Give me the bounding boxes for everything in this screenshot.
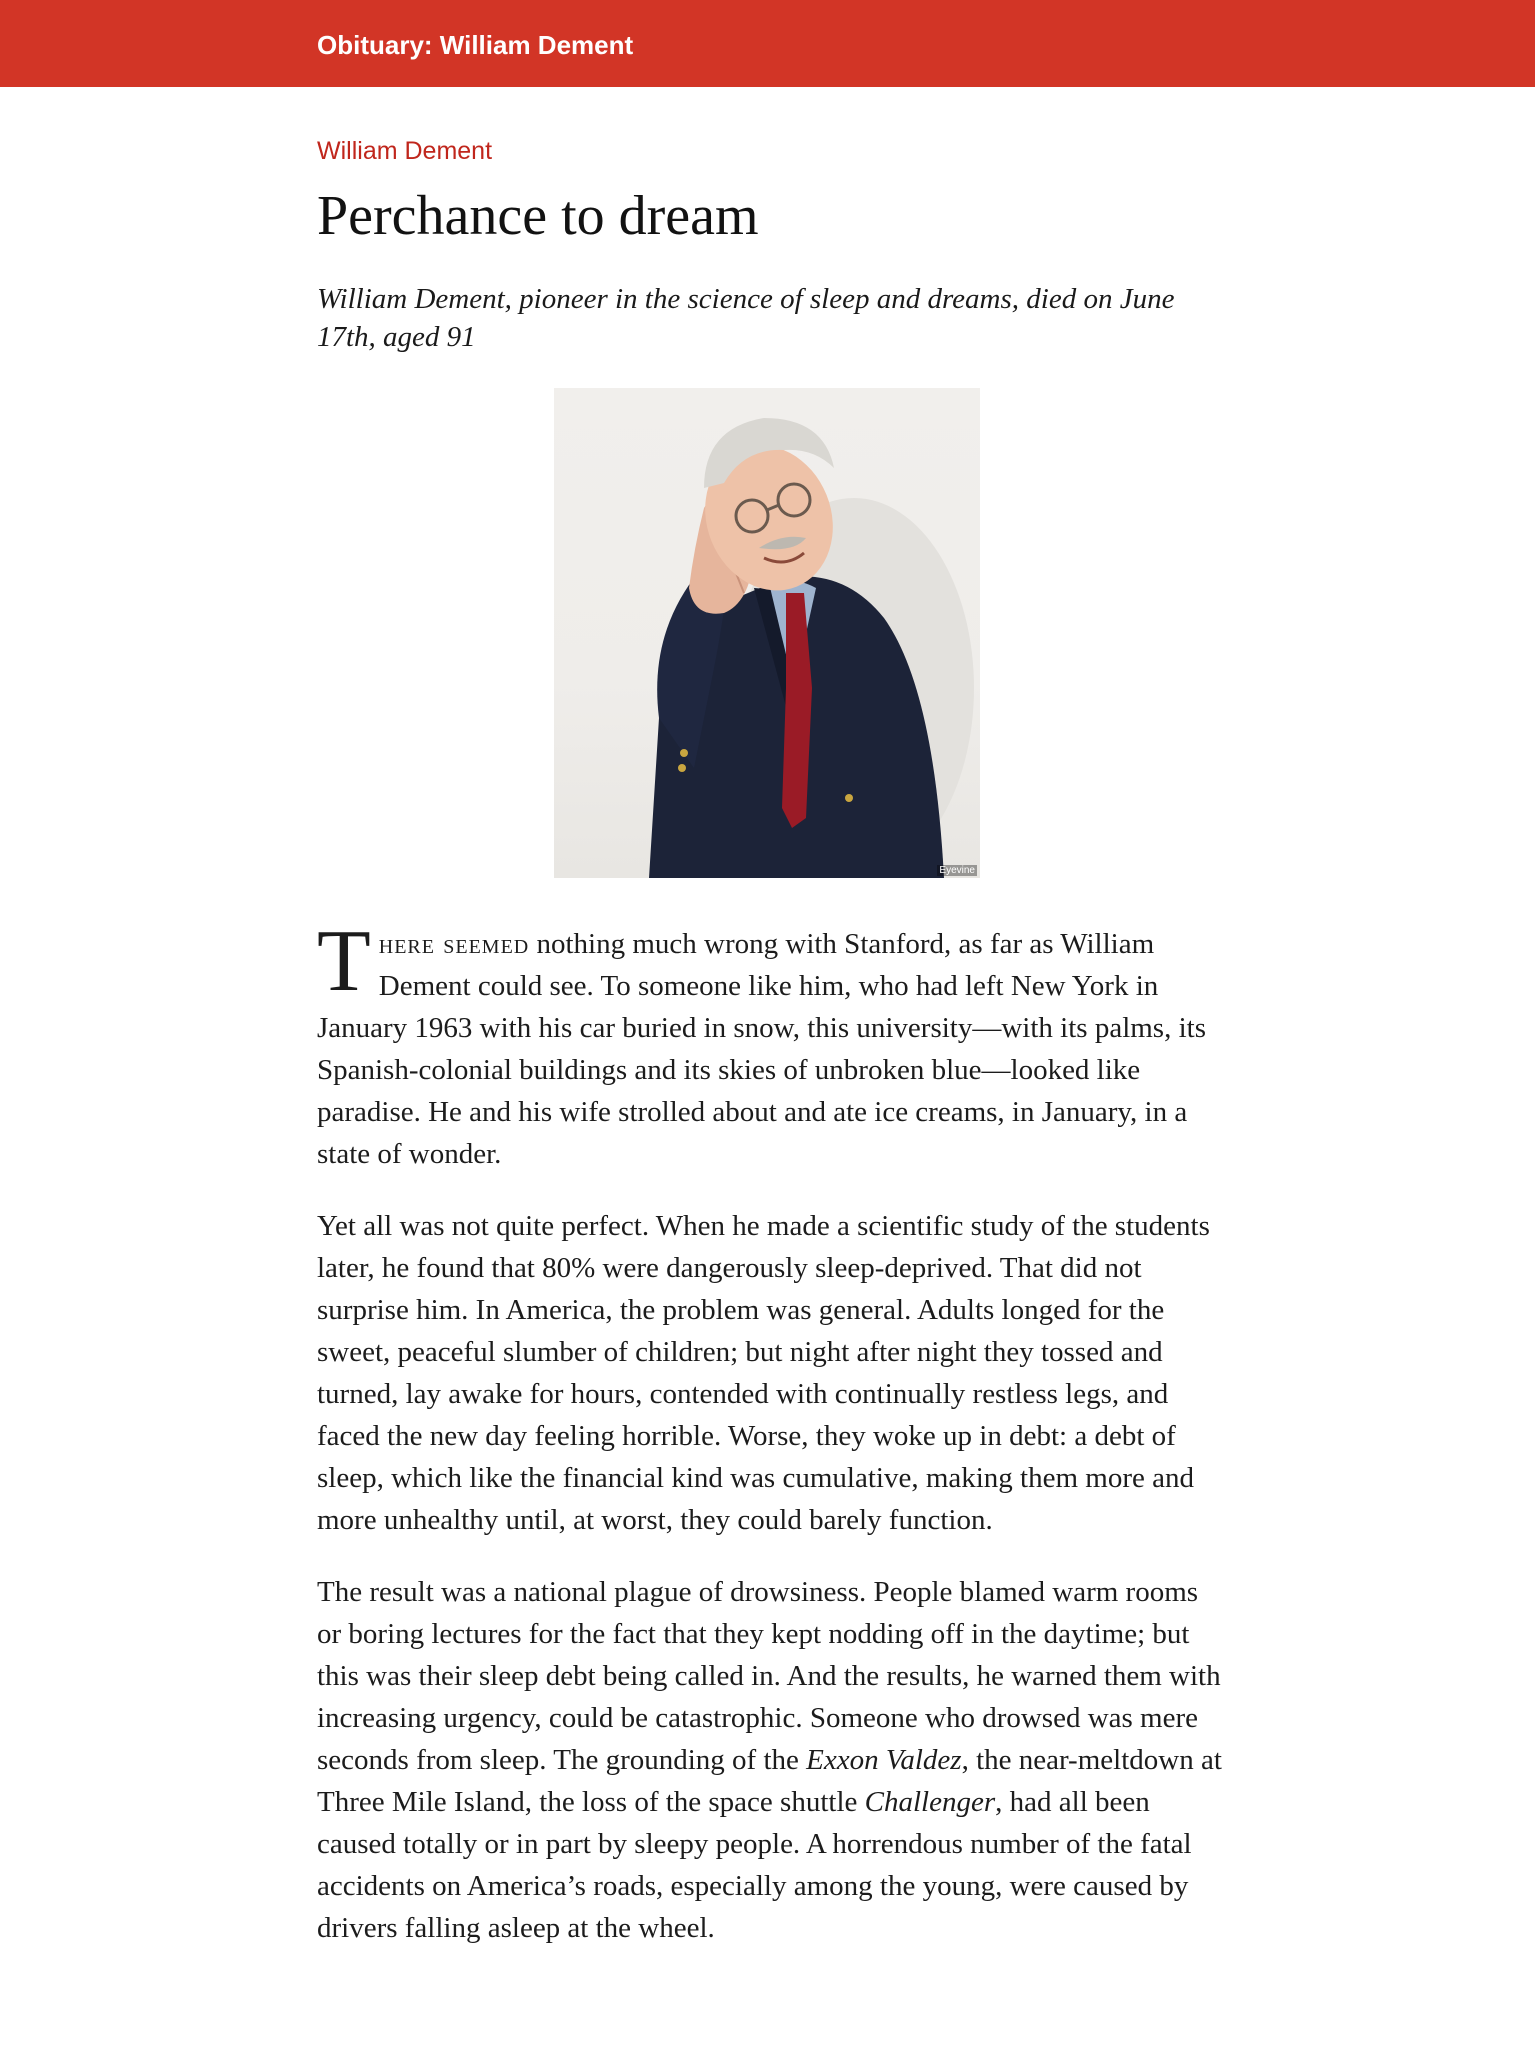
paragraph-text: , had all been caused totally or in part by sleepy people. A horrendous number of the fatal accidents on America’s roads, especially among the young, were caused by drivers falling asleep at the wheel. (317, 1786, 1192, 1944)
drop-cap: T (317, 913, 371, 1010)
image-credit: Eyevine (939, 865, 975, 876)
section-title[interactable]: Obituary: William Dement (317, 30, 634, 60)
article-image (554, 388, 980, 878)
paragraph-text: Yet all was not quite perfect. When he made a scientific study of the students later, he found that 80% were dangerously sleep-deprived. That did not surprise him. In America, the problem was general. Adults longed for the sweet, peaceful slumber of children; but night after night they tossed and turned, lay awake for hours, contended with continually restless legs, and faced the new day feeling horrible. Worse, they woke up in debt: a debt of sleep, which like the financial kind was cumulative, making them more and more unhealthy until, at worst, they could barely function. (317, 1210, 1210, 1536)
article-body (317, 913, 1222, 1949)
paragraph (317, 1571, 1222, 1949)
top-bar (0, 0, 1535, 87)
paragraph (317, 1205, 1222, 1541)
portrait-illustration (554, 388, 980, 878)
article-kicker[interactable]: William Dement (317, 137, 493, 165)
article-standfirst: William Dement, pioneer in the science of sleep and dreams, died on June 17th, aged 91 (317, 283, 1175, 353)
paragraph-text: nothing much wrong with Stanford, as far as William Dement could see. To someone like him, who had left New York in January 1963 with his car buried in snow, this university—with its palms, its Spanish-colonial buildings and its skies of unbroken blue—looked like paradise. He and his wife strolled about and ate ice creams, in January, in a state of wonder. (317, 928, 1206, 1170)
paragraph-text: The result was a national plague of drowsiness. People blamed warm rooms or boring lectures for the fact that they kept nodding off in the daytime; but this was their sleep debt being called in. And the results, he warned them with increasing urgency, could be catastrophic. Someone who drowsed was mere seconds from sleep. The grounding of the (317, 1576, 1221, 1776)
italic-shuttle-name: Challenger (864, 1786, 996, 1818)
article (317, 87, 1222, 1979)
italic-ship-name: Exxon Valdez (806, 1744, 962, 1776)
paragraph-text: , the near-meltdown at Three Mile Island, the loss of the space shuttle (317, 1744, 1222, 1818)
article-headline: Perchance to dream (317, 185, 759, 247)
lead-in-smallcaps: here seemed (378, 928, 530, 960)
paragraph (317, 913, 1222, 1175)
